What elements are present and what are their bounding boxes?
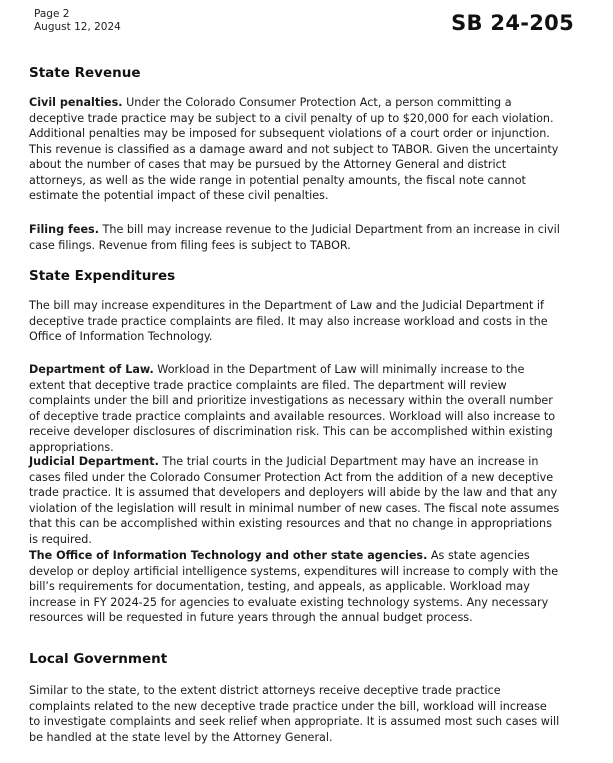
department-of-law-paragraph: [29, 362, 561, 455]
civil-penalties-paragraph: [29, 95, 561, 204]
bill-number: SB 24-205: [451, 11, 574, 35]
filing-fees-paragraph: [29, 222, 561, 253]
civil-penalties-text: Under the Colorado Consumer Protection Act, a person committing a deceptive trade practice may be subject to a civil penalty of up to $20,000 for each violation. Additional penalties may be imposed for subsequent violations of a court order or injunction. This revenue is classified as a damage award and not subject to TABOR. Given the uncertainty about the number of cases that may be pursued by the Attorney General and district attorneys, as well as the wide range in potential penalty amounts, the fiscal note cannot estimate the potential impact of these civil penalties.: [29, 96, 559, 202]
local-government-heading: Local Government: [29, 651, 168, 667]
oit-text: As state agencies develop or deploy artificial intelligence systems, expenditures will increase to comply with the bill’s requirements for documentation, testing, and appeals, as applicable. Workload may increase in FY 2024-25 for agencies to evaluate existing technology systems. Any necessary resources will be requested in future years through the annual budget process.: [29, 549, 559, 624]
page-number: Page 2: [34, 8, 70, 20]
oit-title: The Office of Information Technology and other state agencies.: [29, 549, 428, 562]
filing-fees-text: The bill may increase revenue to the Judicial Department from an increase in civil case filings. Revenue from filing fees is subject to TABOR.: [29, 223, 560, 252]
judicial-department-text: The trial courts in the Judicial Department may have an increase in cases filed under the Colorado Consumer Protection Act from the addition of a new deceptive trade practice. It is assumed that developers and deployers will abide by the law and that any violation of the legislation will result in minimal number of new cases. The fiscal note assumes that this can be accomplished within existing resources and that no change in appropriations is required.: [29, 455, 560, 546]
expenditures-intro-paragraph: The bill may increase expenditures in the Department of Law and the Judicial Department if deceptive trade practice complaints are filed. It may also increase workload and costs in the Office of Information Technology.: [29, 299, 548, 343]
department-of-law-text: Workload in the Department of Law will minimally increase to the extent that deceptive trade practice complaints are filed. The department will review complaints under the bill and prioritize investigations as necessary within the overall number of deceptive trade practice complaints and available resources. Workload will also increase to receive developer disclosures of discrimination risk. This can be accomplished within existing appropriations.: [29, 363, 556, 454]
filing-fees-title: Filing fees.: [29, 223, 99, 236]
page-date: August 12, 2024: [34, 21, 121, 33]
oit-paragraph: [29, 548, 561, 626]
local-government-paragraph: Similar to the state, to the extent district attorneys receive deceptive trade practice complaints related to the new deceptive trade practice under the bill, workload will increase to investigate complaints and seek relief when appropriate. It is assumed most such cases will be handled at the state level by the Attorney General.: [29, 684, 560, 744]
page-header: [34, 8, 574, 40]
department-of-law-title: Department of Law.: [29, 363, 154, 376]
civil-penalties-title: Civil penalties.: [29, 96, 123, 109]
state-revenue-heading: State Revenue: [29, 65, 141, 81]
judicial-department-title: Judicial Department.: [29, 455, 159, 468]
state-expenditures-heading: State Expenditures: [29, 268, 176, 284]
judicial-department-paragraph: [29, 454, 561, 547]
